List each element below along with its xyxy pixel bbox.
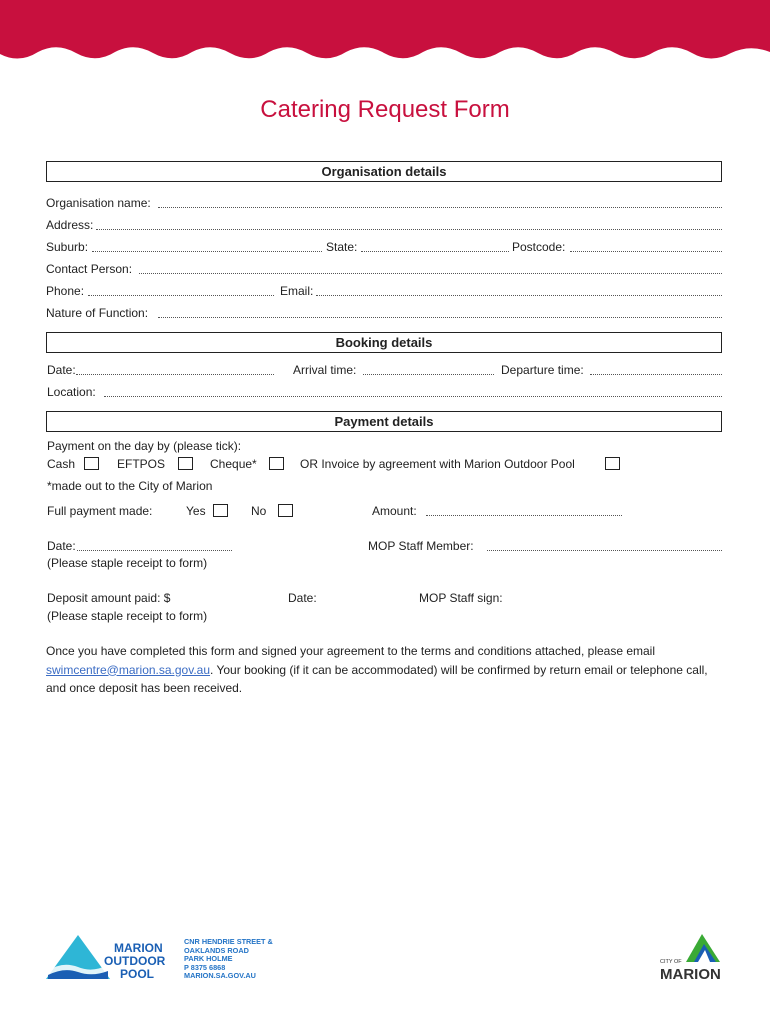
cheque-checkbox[interactable]: [269, 457, 284, 470]
logo-line1: MARION: [114, 941, 163, 955]
cheque-label: Cheque*: [210, 457, 257, 471]
suburb-field[interactable]: [92, 251, 322, 252]
booking-date-field[interactable]: [76, 374, 274, 375]
city-of-marion-logo: [658, 932, 726, 982]
location-row: [46, 383, 722, 401]
swimcentre-email-link[interactable]: swimcentre@marion.sa.gov.au: [46, 662, 211, 677]
yes-label: Yes: [186, 504, 206, 518]
amount-label: Amount:: [372, 504, 417, 518]
staple-note-2: (Please staple receipt to form): [47, 609, 208, 623]
deposit-label: Deposit amount paid: $: [47, 591, 171, 605]
footer-phone: P 8375 6868: [184, 962, 226, 972]
section-organisation-heading: Organisation details: [46, 161, 722, 182]
contact-row: [46, 260, 722, 278]
nature-label: Nature of Function:: [46, 306, 149, 320]
logo-line2: OUTDOOR: [104, 954, 166, 968]
council-big-text: MARION: [660, 966, 721, 982]
eftpos-checkbox[interactable]: [178, 457, 193, 470]
deposit-date-label: Date:: [288, 591, 317, 605]
organisation-name-label: Organisation name:: [46, 196, 151, 210]
invoice-checkbox[interactable]: [605, 457, 620, 470]
eftpos-label: EFTPOS: [117, 457, 166, 471]
email-label: Email:: [280, 284, 314, 298]
closing-text-before: Once you have completed this form and signed your agreement to the terms and conditions attached, please email: [46, 644, 656, 658]
phone-field[interactable]: [88, 295, 274, 296]
footer-website: MARION.SA.GOV.AU: [184, 971, 256, 981]
location-label: Location:: [47, 385, 96, 399]
payment-date-label: Date:: [47, 539, 76, 553]
address-row: [46, 216, 722, 234]
arrival-time-field[interactable]: [363, 374, 494, 375]
booking-date-label: Date:: [47, 363, 76, 377]
booking-times-row: [46, 361, 722, 379]
organisation-name-field[interactable]: [158, 207, 722, 208]
location-field[interactable]: [104, 396, 722, 397]
address-label: Address:: [46, 218, 94, 232]
address-field[interactable]: [96, 229, 722, 230]
cheque-note: *made out to the City of Marion: [47, 479, 213, 493]
footer-address-line3: PARK HOLME: [184, 954, 233, 964]
section-booking-heading: Booking details: [46, 332, 722, 353]
council-small-text: CITY OF: [660, 959, 682, 965]
staff-member-label: MOP Staff Member:: [368, 539, 474, 553]
header-wave: [0, 0, 770, 70]
cash-label: Cash: [47, 457, 76, 471]
payment-method-row: [46, 455, 722, 473]
footer-address-line2: OAKLANDS ROAD: [184, 945, 249, 955]
closing-paragraph: [46, 642, 726, 698]
cash-checkbox[interactable]: [84, 457, 99, 470]
nature-row: [46, 304, 722, 322]
marion-outdoor-pool-logo: [44, 933, 180, 983]
suburb-label: Suburb:: [46, 240, 89, 254]
amount-field[interactable]: [426, 515, 622, 516]
staff-sign-label: MOP Staff sign:: [419, 591, 503, 605]
departure-time-field[interactable]: [590, 374, 722, 375]
postcode-label: Postcode:: [512, 240, 566, 254]
no-label: No: [251, 504, 267, 518]
section-payment-heading: Payment details: [46, 411, 722, 432]
state-field[interactable]: [361, 251, 509, 252]
postcode-field[interactable]: [570, 251, 722, 252]
organisation-name-row: [46, 194, 722, 212]
no-checkbox[interactable]: [278, 504, 293, 517]
contact-label: Contact Person:: [46, 262, 133, 276]
full-payment-label: Full payment made:: [47, 504, 153, 518]
phone-row: [46, 282, 722, 300]
state-label: State:: [326, 240, 358, 254]
suburb-row: [46, 238, 722, 256]
departure-time-label: Departure time:: [501, 363, 584, 377]
payment-date-row: [46, 537, 722, 555]
phone-label: Phone:: [46, 284, 85, 298]
email-field[interactable]: [316, 295, 722, 296]
deposit-row: [46, 589, 722, 607]
payment-intro: Payment on the day by (please tick):: [47, 439, 242, 453]
nature-field[interactable]: [158, 317, 722, 318]
payment-date-field[interactable]: [77, 550, 232, 551]
full-payment-row: [46, 502, 722, 520]
form-title: Catering Request Form: [260, 96, 510, 123]
staple-note: (Please staple receipt to form): [47, 556, 208, 570]
arrival-time-label: Arrival time:: [293, 363, 357, 377]
contact-field[interactable]: [139, 273, 722, 274]
footer-address-line1: CNR HENDRIE STREET &: [184, 937, 273, 946]
invoice-label: OR Invoice by agreement with Marion Outdoor Pool: [300, 457, 575, 471]
logo-line3: POOL: [120, 967, 155, 981]
staff-member-field[interactable]: [487, 550, 722, 551]
closing-text-after: . Your booking (if it can be accommodated) will be confirmed by return email or telephone call, and once deposit has been received.: [46, 662, 708, 695]
yes-checkbox[interactable]: [213, 504, 228, 517]
footer-address: [184, 938, 273, 981]
